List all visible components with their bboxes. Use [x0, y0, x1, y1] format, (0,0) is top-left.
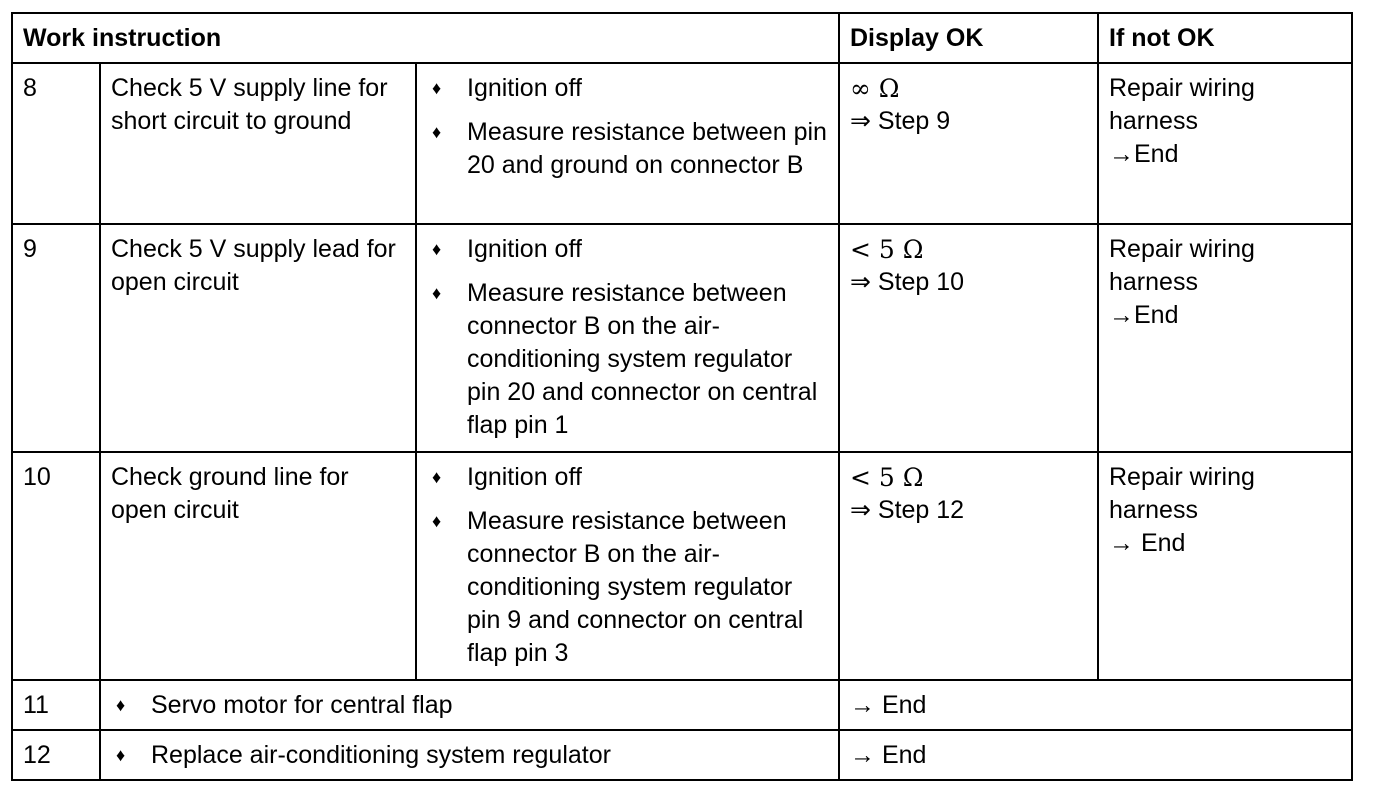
step-description: Check 5 V supply lead for open circuit: [100, 224, 416, 452]
if-not-ok-text: Repair wiring harness: [1109, 235, 1255, 296]
if-not-ok-text: Repair wiring harness: [1109, 463, 1255, 524]
bullet-diamond-icon: ♦: [116, 745, 126, 765]
table-row: [12, 680, 1352, 730]
bullet-diamond-icon: ♦: [432, 78, 442, 98]
display-ok-next: ⇒ Step 12: [850, 496, 965, 524]
bullet-diamond-icon: ♦: [116, 695, 126, 715]
display-ok-cell: → End: [839, 730, 1352, 780]
if-not-ok-cell: [1098, 224, 1352, 452]
list-item: ♦ Servo motor for central flap: [111, 689, 828, 722]
step-actions: [416, 224, 839, 452]
bullet-diamond-icon: ♦: [432, 122, 442, 142]
step-description: Check 5 V supply line for short circuit to ground: [100, 63, 416, 224]
display-ok-value: ∞ Ω: [850, 74, 900, 103]
table-row: [12, 224, 1352, 452]
display-ok-value: < 5 Ω: [850, 463, 924, 492]
if-not-ok-next: →End: [1109, 140, 1179, 168]
table-row: [12, 730, 1352, 780]
list-item: ♦ Measure resistance between pin 20 and ground on connector B: [432, 118, 827, 179]
step-action-single: [100, 680, 839, 730]
header-work-instruction: Work instruction: [12, 13, 839, 63]
list-item: ♦ Measure resistance between connector B on the air-conditioning system regulator pin 20 and connector on central flap pin 1: [432, 279, 818, 439]
list-item: ♦ Ignition off: [427, 72, 828, 105]
table-row: [12, 63, 1352, 224]
table-header-row: [12, 13, 1352, 63]
step-number: 9: [12, 224, 100, 452]
step-number: 12: [12, 730, 100, 780]
list-item: ♦ Measure resistance between connector B on the air-conditioning system regulator pin 9 and connector on central flap pin 3: [432, 507, 804, 667]
if-not-ok-cell: [1098, 452, 1352, 680]
header-display-ok: Display OK: [839, 13, 1098, 63]
bullet-diamond-icon: ♦: [432, 511, 442, 531]
work-instruction-table: [11, 12, 1353, 781]
if-not-ok-next: →End: [1109, 301, 1179, 329]
if-not-ok-text: Repair wiring harness: [1109, 74, 1255, 135]
if-not-ok-next: → End: [1109, 529, 1186, 557]
step-actions: [416, 452, 839, 680]
bullet-diamond-icon: ♦: [432, 283, 442, 303]
display-ok-value: < 5 Ω: [850, 235, 924, 264]
step-number: 10: [12, 452, 100, 680]
header-if-not-ok: If not OK: [1098, 13, 1352, 63]
step-action-single: [100, 730, 839, 780]
step-number: 8: [12, 63, 100, 224]
display-ok-cell: [839, 63, 1098, 224]
step-number: 11: [12, 680, 100, 730]
display-ok-cell: [839, 452, 1098, 680]
display-ok-next: ⇒ Step 9: [850, 107, 951, 135]
if-not-ok-cell: [1098, 63, 1352, 224]
display-ok-cell: [839, 224, 1098, 452]
step-description: Check ground line for open circuit: [100, 452, 416, 680]
display-ok-cell: → End: [839, 680, 1352, 730]
list-item: ♦ Ignition off: [427, 233, 828, 266]
display-ok-next: ⇒ Step 10: [850, 268, 965, 296]
bullet-diamond-icon: ♦: [432, 239, 442, 259]
list-item: ♦ Ignition off: [427, 461, 828, 494]
list-item: ♦ Replace air-conditioning system regulator: [111, 739, 828, 772]
bullet-diamond-icon: ♦: [432, 467, 442, 487]
table-row: [12, 452, 1352, 680]
step-actions: [416, 63, 839, 224]
